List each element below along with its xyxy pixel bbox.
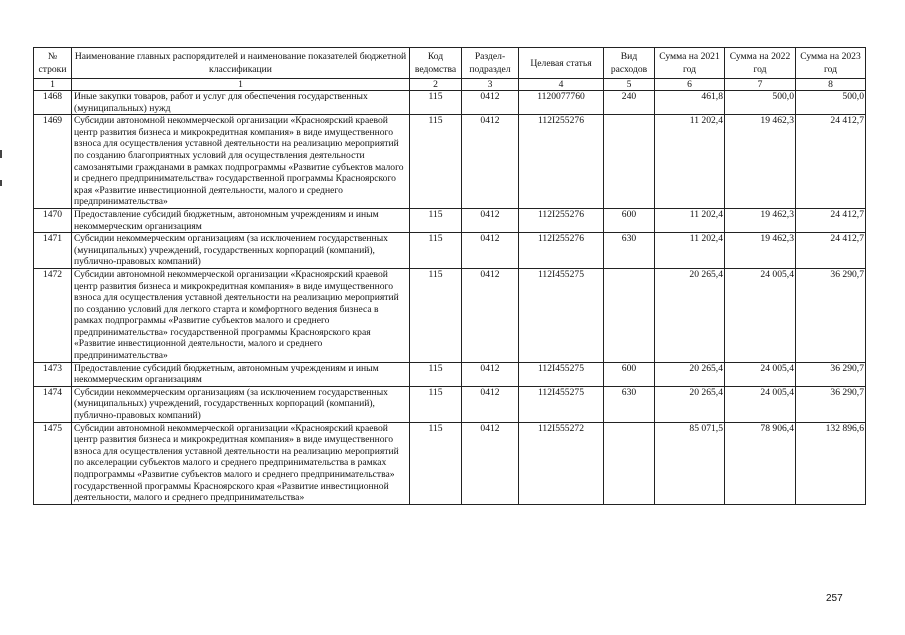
row-sum-2022: 19 462,3 — [725, 115, 796, 209]
row-section: 0412 — [462, 422, 519, 504]
row-name: Субсидии автономной некоммерческой организации «Красноярский краевой центр развития бизнеса и микрокредитная компания» в виде имущественного взноса для осуществления уставной деятельности на реализацию мероприятий по созданию условий для легкого старта и комфортного ведения бизнеса в рамках подпрограммы «Развитие субъектов малого и среднего предпринимательства» государственной программы Красноярского края «Развитие инвестиционной деятельности, малого и среднего предпринимательства» — [72, 268, 410, 362]
header-sum-2021: Сумма на 2021 год — [655, 48, 725, 79]
row-expense-type — [604, 422, 655, 504]
row-target: 112I255276 — [519, 233, 604, 269]
row-sum-2023: 24 412,7 — [796, 208, 866, 232]
table-body — [34, 91, 866, 505]
row-sum-2021: 20 265,4 — [655, 268, 725, 362]
row-sum-2022: 24 005,4 — [725, 268, 796, 362]
row-sum-2022: 500,0 — [725, 91, 796, 115]
header-expense-type: Вид расходов — [604, 48, 655, 79]
column-number: 8 — [796, 79, 866, 91]
budget-table-container — [33, 47, 866, 505]
table-row — [34, 233, 866, 269]
row-number: 1469 — [34, 115, 72, 209]
row-sum-2022: 19 462,3 — [725, 208, 796, 232]
row-dept-code: 115 — [410, 362, 462, 386]
header-row-no: № строки — [34, 48, 72, 79]
row-expense-type — [604, 115, 655, 209]
row-sum-2023: 500,0 — [796, 91, 866, 115]
row-sum-2023: 36 290,7 — [796, 268, 866, 362]
budget-table — [33, 47, 866, 505]
row-expense-type: 600 — [604, 208, 655, 232]
row-sum-2022: 19 462,3 — [725, 233, 796, 269]
header-section: Раздел-подраздел — [462, 48, 519, 79]
row-sum-2023: 24 412,7 — [796, 233, 866, 269]
row-target: 112I255276 — [519, 208, 604, 232]
row-sum-2023: 132 896,6 — [796, 422, 866, 504]
row-number: 1471 — [34, 233, 72, 269]
row-expense-type: 600 — [604, 362, 655, 386]
column-number-row — [34, 79, 866, 91]
row-name: Предоставление субсидий бюджетным, автономным учреждениям и иным некоммерческим организациям — [72, 208, 410, 232]
scan-margin-mark — [0, 150, 2, 158]
row-number: 1474 — [34, 386, 72, 422]
row-name: Предоставление субсидий бюджетным, автономным учреждениям и иным некоммерческим организациям — [72, 362, 410, 386]
row-number: 1475 — [34, 422, 72, 504]
row-target: 1120077760 — [519, 91, 604, 115]
row-section: 0412 — [462, 386, 519, 422]
row-target: 112I455275 — [519, 268, 604, 362]
row-target: 112I555272 — [519, 422, 604, 504]
row-number: 1473 — [34, 362, 72, 386]
row-sum-2021: 20 265,4 — [655, 386, 725, 422]
column-number: 6 — [655, 79, 725, 91]
row-section: 0412 — [462, 115, 519, 209]
table-row — [34, 362, 866, 386]
table-row — [34, 208, 866, 232]
row-name: Субсидии автономной некоммерческой организации «Красноярский краевой центр развития бизнеса и микрокредитная компания» в виде имущественного взноса для осуществления уставной деятельности на реализацию мероприятий по акселерации субъектов малого и среднего предпринимательства в рамках подпрограммы «Развитие субъектов малого и среднего предпринимательства» государственной программы Красноярского края «Развитие инвестиционной деятельности, малого и среднего предпринимательства» — [72, 422, 410, 504]
row-number: 1468 — [34, 91, 72, 115]
row-section: 0412 — [462, 91, 519, 115]
row-name: Субсидии некоммерческим организациям (за исключением государственных (муниципальных) учреждений, государственных корпораций (компаний), публично-правовых компаний) — [72, 233, 410, 269]
table-row — [34, 422, 866, 504]
column-number: 7 — [725, 79, 796, 91]
row-name: Субсидии автономной некоммерческой организации «Красноярский краевой центр развития бизнеса и микрокредитная компания» в виде имущественного взноса для осуществления уставной деятельности на реализацию мероприятий по созданию благоприятных условий для осуществления деятельности самозанятыми гражданами в рамках подпрограммы «Развитие субъектов малого и среднего предпринимательства» государственной программы Красноярского края «Развитие инвестиционной деятельности, малого и среднего предпринимательства» — [72, 115, 410, 209]
column-number: 4 — [519, 79, 604, 91]
table-row — [34, 268, 866, 362]
header-dept-code: Код ведомства — [410, 48, 462, 79]
header-sum-2023: Сумма на 2023 год — [796, 48, 866, 79]
row-section: 0412 — [462, 233, 519, 269]
row-dept-code: 115 — [410, 268, 462, 362]
page-number: 257 — [826, 593, 843, 604]
row-sum-2021: 85 071,5 — [655, 422, 725, 504]
table-row — [34, 386, 866, 422]
row-sum-2021: 11 202,4 — [655, 233, 725, 269]
row-dept-code: 115 — [410, 208, 462, 232]
table-row — [34, 115, 866, 209]
column-number: 1 — [34, 79, 72, 91]
header-sum-2022: Сумма на 2022 год — [725, 48, 796, 79]
row-sum-2022: 24 005,4 — [725, 362, 796, 386]
row-target: 112I255276 — [519, 115, 604, 209]
row-number: 1472 — [34, 268, 72, 362]
table-row — [34, 91, 866, 115]
row-expense-type: 630 — [604, 233, 655, 269]
row-dept-code: 115 — [410, 91, 462, 115]
row-name: Иные закупки товаров, работ и услуг для обеспечения государственных (муниципальных) нужд — [72, 91, 410, 115]
row-sum-2021: 20 265,4 — [655, 362, 725, 386]
row-expense-type: 630 — [604, 386, 655, 422]
row-expense-type — [604, 268, 655, 362]
row-name: Субсидии некоммерческим организациям (за исключением государственных (муниципальных) учреждений, государственных корпораций (компаний), публично-правовых компаний) — [72, 386, 410, 422]
row-dept-code: 115 — [410, 386, 462, 422]
row-sum-2021: 461,8 — [655, 91, 725, 115]
header-target: Целевая статья — [519, 48, 604, 79]
column-number: 2 — [410, 79, 462, 91]
column-number: 1 — [72, 79, 410, 91]
row-section: 0412 — [462, 268, 519, 362]
row-sum-2023: 36 290,7 — [796, 362, 866, 386]
row-target: 112I455275 — [519, 386, 604, 422]
row-target: 112I455275 — [519, 362, 604, 386]
row-dept-code: 115 — [410, 233, 462, 269]
row-section: 0412 — [462, 362, 519, 386]
row-dept-code: 115 — [410, 115, 462, 209]
row-sum-2021: 11 202,4 — [655, 115, 725, 209]
table-header — [34, 48, 866, 91]
row-dept-code: 115 — [410, 422, 462, 504]
header-name: Наименование главных распорядителей и наименование показателей бюджетной классификации — [72, 48, 410, 79]
column-number: 3 — [462, 79, 519, 91]
row-section: 0412 — [462, 208, 519, 232]
scan-margin-mark — [0, 180, 2, 186]
row-sum-2021: 11 202,4 — [655, 208, 725, 232]
row-sum-2022: 24 005,4 — [725, 386, 796, 422]
row-sum-2023: 24 412,7 — [796, 115, 866, 209]
column-number: 5 — [604, 79, 655, 91]
row-sum-2022: 78 906,4 — [725, 422, 796, 504]
row-number: 1470 — [34, 208, 72, 232]
row-sum-2023: 36 290,7 — [796, 386, 866, 422]
row-expense-type: 240 — [604, 91, 655, 115]
